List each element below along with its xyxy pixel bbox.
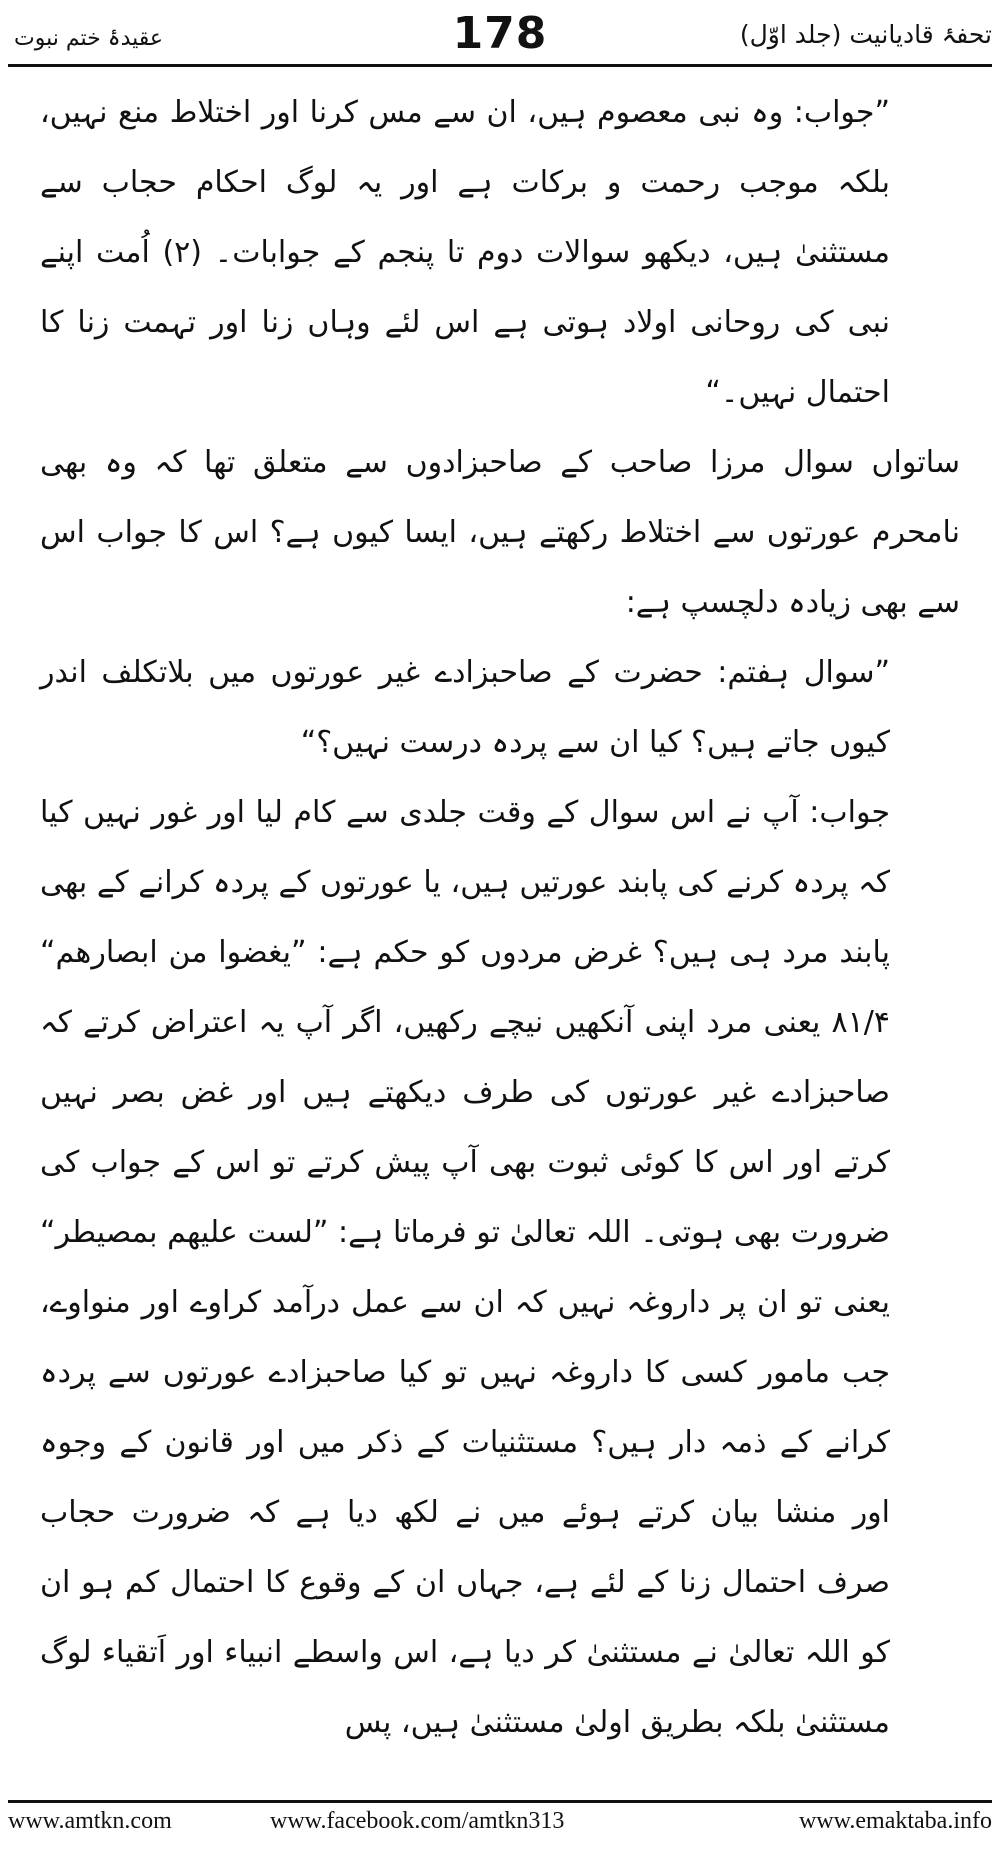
- seventh-question-paragraph: ساتواں سوال مرزا صاحب کے صاحبزادوں سے متعلق تھا کہ وہ بھی نامحرم عورتوں سے اختلاط رکھتے ہیں، ایسا کیوں ہے؟ اس کا جواب اس سے بھی زیادہ دلچسپ ہے:: [40, 445, 960, 620]
- series-title: عقیدۂ ختم نبوت: [14, 26, 164, 51]
- page-footer: [8, 1808, 992, 1844]
- page-number: 178: [452, 8, 548, 59]
- footer-divider: [8, 1800, 992, 1803]
- header-divider: [8, 64, 992, 67]
- footer-link-facebook[interactable]: www.facebook.com/amtkn313: [270, 1808, 565, 1834]
- quoted-question-paragraph: ”سوال ہفتم: حضرت کے صاحبزادے غیر عورتوں میں بلاتکلف اندر کیوں جاتے ہیں؟ کیا ان سے پردہ درست نہیں؟“: [40, 655, 890, 760]
- page-body: [40, 78, 960, 1758]
- footer-link-emaktaba[interactable]: www.emaktaba.info: [798, 1808, 992, 1834]
- footer-link-amtkn[interactable]: www.amtkn.com: [8, 1808, 172, 1834]
- answer-paragraph: جواب: آپ نے اس سوال کے وقت جلدی سے کام لیا اور غور نہیں کیا کہ پردہ کرنے کی پابند عورتیں ہیں، یا عورتوں کے پردہ کرانے کے بھی پابند مرد ہی ہیں؟ غرض مردوں کو حکم ہے: ”یغضوا من ابصارھم“ ۸۱/۴ یعنی مرد اپنی آنکھیں نیچے رکھیں، اگر آپ یہ اعتراض کرتے کہ صاحبزادے غیر عورتوں کی طرف دیکھتے ہیں اور غض بصر نہیں کرتے اور اس کا کوئی ثبوت بھی آپ پیش کرتے تو اس کے جواب کی ضرورت بھی ہوتی۔ اللہ تعالیٰ تو فرماتا ہے: ”لست علیھم بمصیطر“ یعنی تو ان پر داروغہ نہیں کہ ان سے عمل درآمد کراوے اور منواوے، جب مامور کسی کا داروغہ نہیں تو کیا صاحبزادے عورتوں سے پردہ کرانے کے ذمہ دار ہیں؟ مستثنیات کے ذکر میں اور قانون کے وجوہ اور منشا بیان کرتے ہوئے میں نے لکھ دیا ہے کہ ضرورت حجاب صرف احتمال زنا کے لئے ہے، جہاں ان کے وقوع کا احتمال کم ہو ان کو اللہ تعالیٰ نے مستثنیٰ کر دیا ہے، اس واسطے انبیاء اور اَتقیاء لوگ مستثنیٰ بلکہ بطریق اولیٰ مستثنیٰ ہیں، پس: [40, 795, 890, 1740]
- page-header: [8, 6, 992, 64]
- quoted-answer-paragraph: ”جواب: وہ نبی معصوم ہیں، ان سے مس کرنا اور اختلاط منع نہیں، بلکہ موجب رحمت و برکات ہے اور یہ لوگ احکام حجاب سے مستثنیٰ ہیں، دیکھو سوالات دوم تا پنجم کے جوابات۔ (۲) اُمت اپنے نبی کی روحانی اولاد ہوتی ہے اس لئے وہاں زنا اور تہمت زنا کا احتمال نہیں۔“: [40, 95, 890, 410]
- book-title: تحفۂ قادیانیت (جلد اوّل): [739, 20, 992, 49]
